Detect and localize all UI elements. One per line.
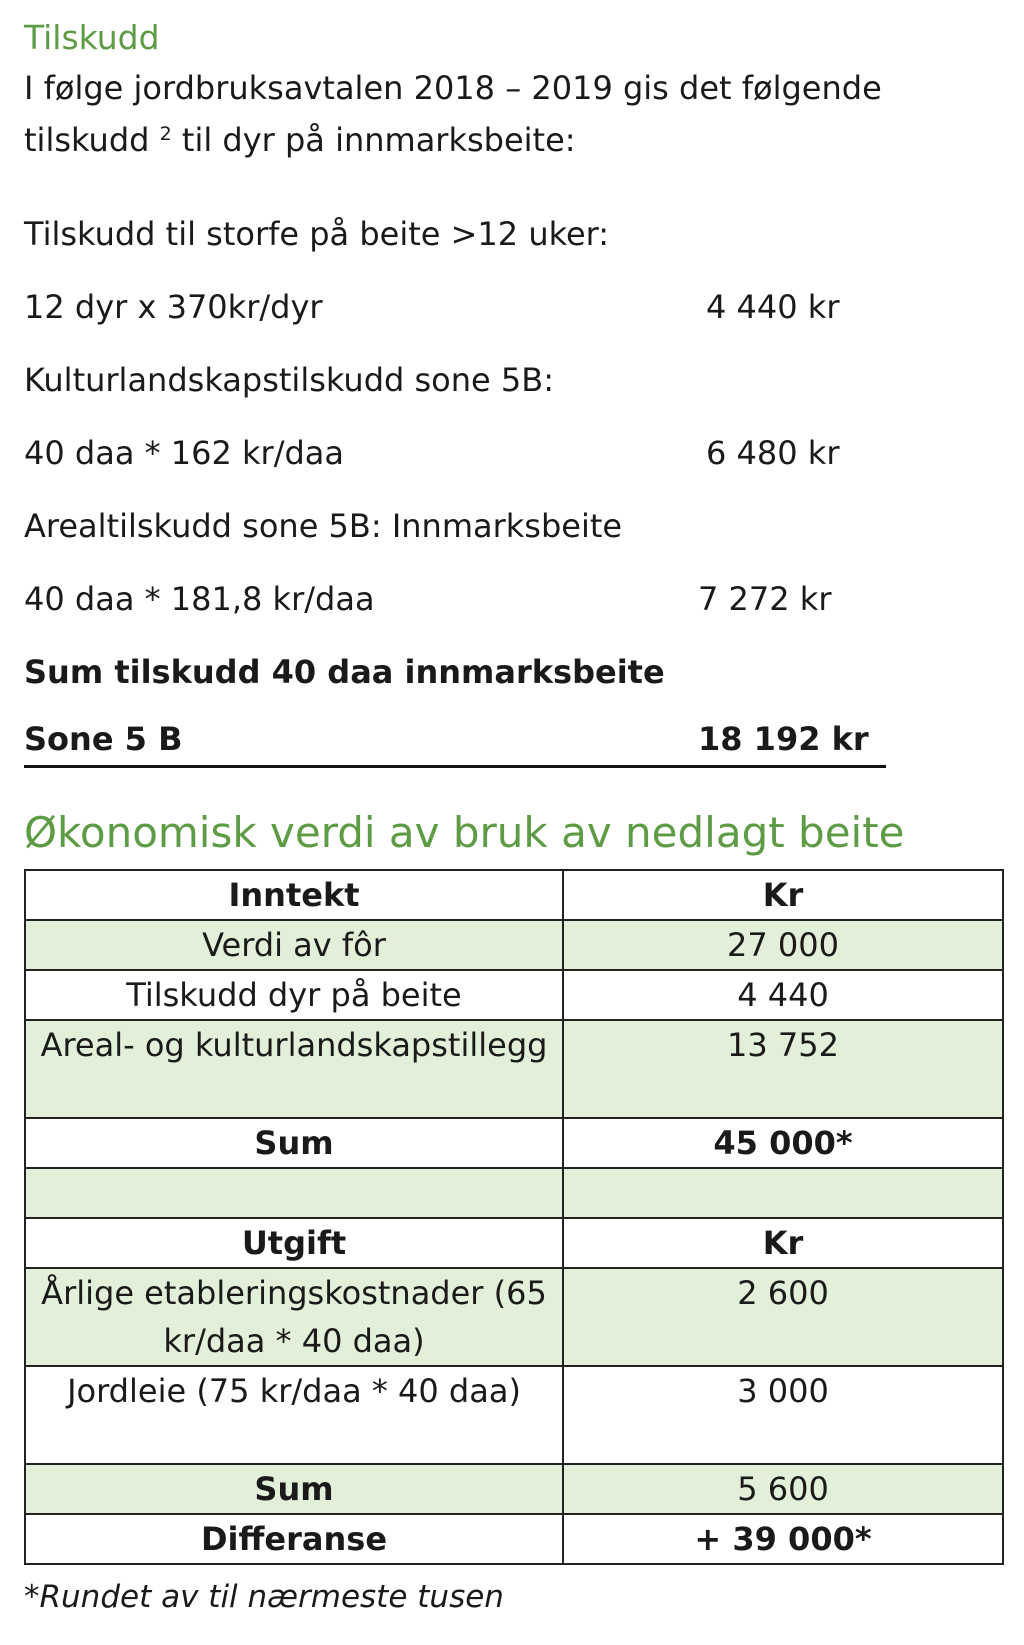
table-row [25,1118,1003,1168]
table-cell: Inntekt [25,870,563,920]
table-cell: 3 000 [563,1366,1003,1464]
intro-text-end: til dyr på innmarksbeite: [171,121,576,159]
table-cell [25,1168,563,1218]
table-cell: Differanse [25,1514,563,1564]
footnote: *Rundet av til nærmeste tusen [24,1579,504,1615]
subsidy-line [24,271,1004,344]
table-cell: 27 000 [563,920,1003,970]
table-cell: 5 600 [563,1464,1003,1514]
sum-line [24,636,1004,709]
table-cell [563,1168,1003,1218]
table-cell: Areal- og kulturlandskapstillegg [25,1020,563,1118]
economic-table [24,869,1004,1565]
sum-label: Sum tilskudd 40 daa innmarksbeite [24,653,665,691]
subsidy-label: 40 daa * 181,8 kr/daa [24,580,375,618]
economic-heading: Økonomisk verdi av bruk av nedlagt beite [24,808,905,857]
subsidy-line [24,490,1004,563]
table-row [25,1366,1003,1464]
subsidy-label: Arealtilskudd sone 5B: Innmarksbeite [24,507,623,545]
total-line [24,709,1004,773]
footnote-ref: 2 [159,123,172,145]
table-row [25,1168,1003,1218]
total-amount: 18 192 kr [698,720,869,758]
subsidy-label: 40 daa * 162 kr/daa [24,434,345,472]
section-heading: Tilskudd [24,18,160,57]
total-label: Sone 5 B [24,720,183,758]
table-cell: Sum [25,1118,563,1168]
total-underline [24,765,886,768]
subsidy-label: 12 dyr x 370kr/dyr [24,288,323,326]
table-row [25,1020,1003,1118]
subsidy-amount: 7 272 kr [698,580,832,618]
table-row [25,1464,1003,1514]
table-cell: 2 600 [563,1268,1003,1366]
table-cell: + 39 000* [563,1514,1003,1564]
subsidy-line [24,563,1004,636]
table-cell: Årlige etableringskostnader (65 kr/daa * 40 daa) [25,1268,563,1366]
table-cell: 4 440 [563,970,1003,1020]
intro-text: I følge jordbruksavtalen 2018 – 2019 gis det følgende tilskudd [24,69,882,159]
subsidy-amount: 6 480 kr [706,434,840,472]
table-row [25,1218,1003,1268]
subsidy-line [24,198,1004,271]
table-row [25,870,1003,920]
subsidy-line [24,344,1004,417]
table-row [25,1268,1003,1366]
table-cell: Utgift [25,1218,563,1268]
document-page [24,14,1004,1625]
table-row [25,920,1003,970]
table-cell: Jordleie (75 kr/daa * 40 daa) [25,1366,563,1464]
subsidy-label: Kulturlandskapstilskudd sone 5B: [24,361,554,399]
intro-paragraph [24,62,1004,166]
subsidy-label: Tilskudd til storfe på beite >12 uker: [24,215,610,253]
subsidy-amount: 4 440 kr [706,288,840,326]
table-cell: Sum [25,1464,563,1514]
table-row [25,970,1003,1020]
table-cell: Tilskudd dyr på beite [25,970,563,1020]
table-cell: Verdi av fôr [25,920,563,970]
table-cell: 45 000* [563,1118,1003,1168]
table-cell: Kr [563,1218,1003,1268]
table-cell: Kr [563,870,1003,920]
table-row [25,1514,1003,1564]
subsidy-line [24,417,1004,490]
table-cell: 13 752 [563,1020,1003,1118]
